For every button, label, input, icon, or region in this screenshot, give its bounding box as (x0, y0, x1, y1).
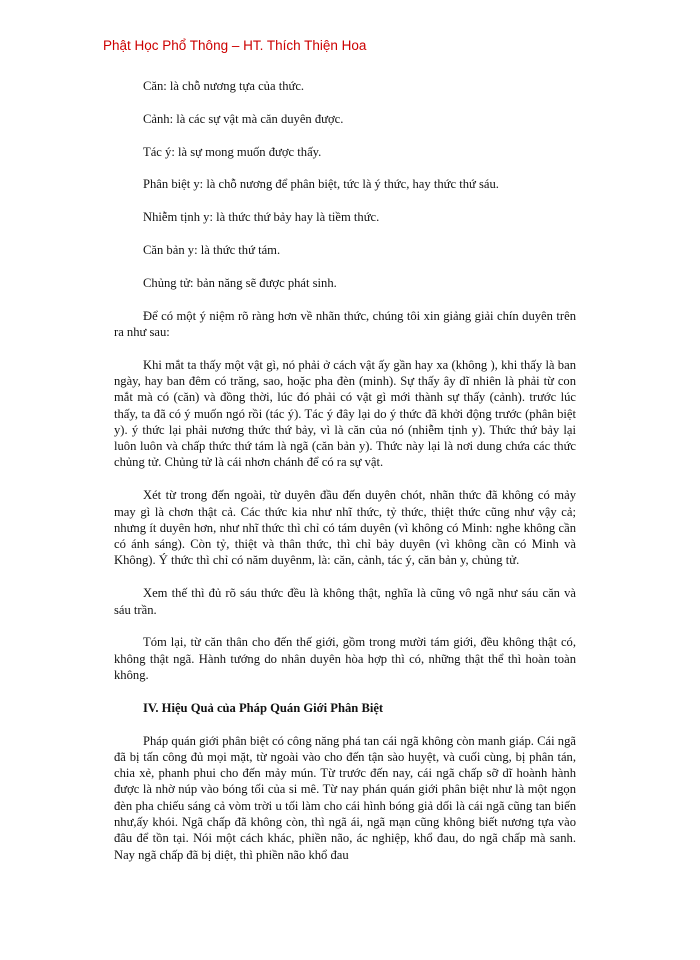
definition-tac-y: Tác ý: là sự mong muốn được thấy. (143, 144, 322, 159)
definition-can-ban-y: Căn bản y: là thức thứ tám. (143, 242, 281, 257)
paragraph-explanation: Khi mắt ta thấy một vật gì, nó phải ở cách vật ấy gần hay xa (không ), khi thấy là ban ngày, hay ban đêm có trăng, sao, hoặc pha đèn (minh). Sự thấy ây dĩ nhiên là phải từ con mắt mà có (căn) và đồng thời, lúc đó phải có vật gì mới thành sự thấy (cảnh). trước lúc thấy, ta đã có ý muốn ngó rồi (tác ý). Tác ý đây lại do ý thức đã khởi động trước (phân biệt y). ý thức lại phải nương thức thứ bảy, vì là căn của nó (nhiễm tịnh y). Thức thứ bảy lại luôn luôn và chấp thức thứ tám là ngã (căn bản y). Thức này lại là nơi dung chứa các thức chủng tử. Chủng tử là cái nhơn chánh để có ra sự vật. (114, 357, 576, 470)
section-heading: IV. Hiệu Quả của Pháp Quán Giới Phân Biệt (143, 700, 384, 715)
paragraph-summary: Tóm lại, từ căn thân cho đến thế giới, gồm trong mười tám giới, đều không thật có, không thật ngã. Hành tướng do nhân duyên hòa hợp thì có, những thật thể thì hoàn toàn không. (114, 635, 576, 682)
definition-nhiem-tinh-y: Nhiễm tịnh y: là thức thứ bảy hay là tiềm thức. (143, 210, 380, 225)
definition-can: Căn: là chỗ nương tựa của thức. (143, 79, 305, 93)
definition-chung-tu: Chủng tử: bản năng sẽ được phát sinh. (143, 275, 337, 290)
definition-canh: Cảnh: là các sự vật mà căn duyên được. (143, 111, 344, 126)
paragraph-intro: Để có một ý niệm rõ ràng hơn về nhãn thức, chúng tôi xin giảng giải chín duyên trên ra như sau: (114, 308, 576, 339)
paragraph-closing: Pháp quán giới phân biệt có công năng phá tan cái ngã không còn manh giáp. Cái ngã đã bị tấn công đủ mọi mặt, từ ngoài vào cho đến tận sào huyệt, và cuối cùng, bị phân tán, chia xẻ, phanh phui cho đến mảy mún. Từ trước đến nay, cái ngã chấp sỡ dĩ hoành hành được là nhờ núp vào bóng tối của si mê. Từ nay phán quán giới phân biệt như là một ngọn đèn pha chiếu sáng cả vòm trời u tối làm cho cái hình bóng giả dối là cái ngã cũng tan biến như,ấy khói. Ngã chấp đã không còn, thì ngã ái, ngã mạn cũng không biết nương tựa vào đâu để tồn tại. Nói một cách khác, phiền não, ác nghiệp, khổ đau, do ngã chấp mà sanh. Nay ngã chấp đã bị diệt, thì phiền não khổ đau (114, 733, 576, 862)
paragraph-analysis: Xét từ trong đến ngoài, từ duyên đầu đến duyên chót, nhãn thức đã không có mảy may gì là chơn thật cả. Các thức kia như nhĩ thức, tỷ thức, thiệt thức cũng như vậy cả; nhưng ít duyên hơn, như nhĩ thức thì chỉ có tám duyên (vì không có Minh: nghe không cần có ánh sáng). Còn tỷ, thiệt và thân thức, thì chỉ bảy duyên (vì không cần có Minh và Không). Ý thức thì chỉ có năm duyênm, là: căn, cảnh, tác ý, căn bản y, chủng tử. (114, 488, 576, 568)
definition-phan-biet-y: Phân biệt y: là chỗ nương để phân biệt, tức là ý thức, hay thức thứ sáu. (143, 177, 499, 192)
page-body (114, 78, 576, 879)
running-header: Phật Học Phổ Thông – HT. Thích Thiện Hoa (103, 38, 367, 53)
paragraph-conclusion-six: Xem thế thì đủ rõ sáu thức đều là không thật, nghĩa là cũng vô ngã như sáu căn và sáu trần. (114, 586, 576, 617)
